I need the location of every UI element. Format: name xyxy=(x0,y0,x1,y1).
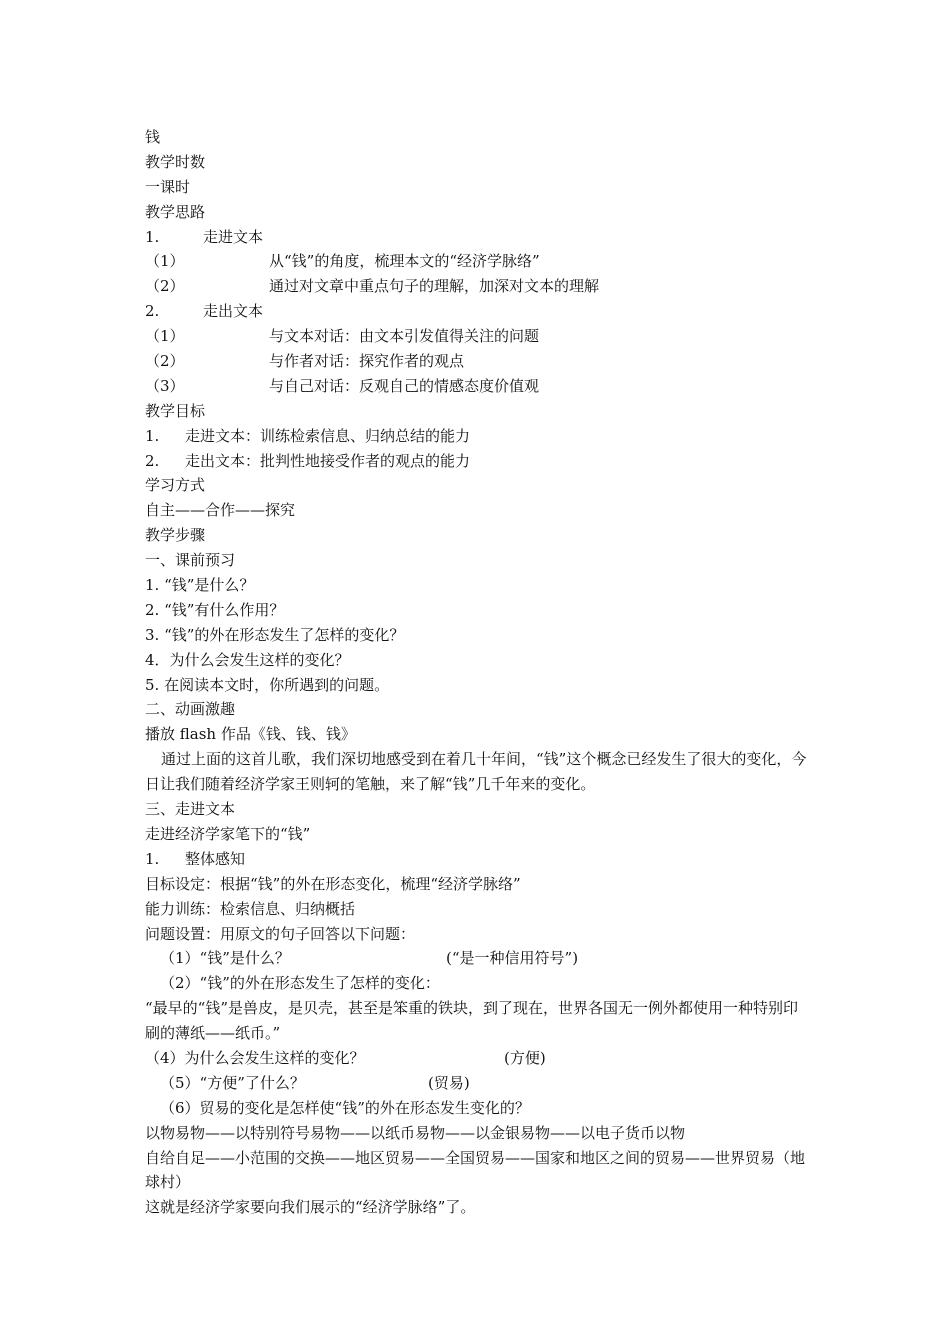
preview-question: 2. “钱”有什么作用？ xyxy=(145,600,285,619)
flash-play-line: 播放 flash 作品《钱、钱、钱》 xyxy=(145,725,356,744)
list-number: 2. xyxy=(145,302,160,321)
list-number: （1） xyxy=(145,252,185,271)
heading-teaching-goal: 教学目标 xyxy=(145,401,206,420)
goal-item-2 xyxy=(145,449,810,474)
idea-subitem xyxy=(145,249,810,274)
list-text: 走进文本：训练检索信息、归纳总结的能力 xyxy=(185,426,471,445)
preview-question: 1. “钱”是什么？ xyxy=(145,576,255,595)
goal-item-1 xyxy=(145,424,810,449)
heading-teaching-idea: 教学思路 xyxy=(145,202,206,221)
list-number: （2） xyxy=(145,277,185,296)
learning-method: 自主——合作——探究 xyxy=(145,501,296,520)
heading-teaching-hours: 教学时数 xyxy=(145,152,206,171)
list-number: （3） xyxy=(145,376,185,395)
question-1 xyxy=(145,946,810,971)
question-answer: (方便) xyxy=(504,1048,546,1067)
trade-chain: 自给自足——小范围的交换——地区贸易——全国贸易——国家和地区之间的贸易——世界贸易（地球村） xyxy=(145,1148,806,1192)
list-text: 与自己对话：反观自己的情感态度价值观 xyxy=(269,376,540,395)
idea-subitem xyxy=(145,324,810,349)
skill-training: 能力训练：检索信息、归纳概括 xyxy=(145,899,356,918)
question-text: （5）“方便”了什么？ xyxy=(160,1073,305,1092)
idea-item-2 xyxy=(145,299,810,324)
question-answer: (贸易) xyxy=(428,1073,470,1092)
list-text: 走进文本 xyxy=(203,227,264,246)
heading-teaching-steps: 教学步骤 xyxy=(145,526,206,545)
question-setting: 问题设置：用原文的句子回答以下问题： xyxy=(145,924,416,943)
list-text: 走出文本：批判性地接受作者的观点的能力 xyxy=(185,451,471,470)
preview-question: 4．为什么会发生这样的变化？ xyxy=(145,650,350,669)
list-number: 1. xyxy=(145,426,160,445)
question-answer: (“是一种信用符号”) xyxy=(446,949,579,968)
list-text: 与作者对话：探究作者的观点 xyxy=(269,352,465,371)
preview-question: 5. 在阅读本文时，你所遇到的问题。 xyxy=(145,675,390,694)
question-text: （4）为什么会发生这样的变化？ xyxy=(145,1048,365,1067)
quote-paragraph: “最早的“钱”是兽皮，是贝壳，甚至是笨重的铁块，到了现在，世界各国无一例外都使用一种特别印刷的薄纸——纸币。” xyxy=(145,999,799,1043)
doc-title: 钱 xyxy=(145,128,161,146)
section-heading-1: 一、课前预习 xyxy=(145,551,236,570)
list-text: 从“钱”的角度，梳理本文的“经济学脉络” xyxy=(269,252,540,271)
question-text: （1）“钱”是什么？ xyxy=(160,949,290,968)
step-item-1 xyxy=(145,847,810,872)
section-subtitle: 走进经济学家笔下的“钱” xyxy=(145,824,311,843)
document-body xyxy=(145,125,810,1220)
list-number: （1） xyxy=(145,327,185,346)
list-number: 1. xyxy=(145,849,160,868)
idea-subitem xyxy=(145,374,810,399)
section-heading-3: 三、走进文本 xyxy=(145,800,236,819)
list-number: （2） xyxy=(145,352,185,371)
question-6: （6）贸易的变化是怎样使“钱”的外在形态发生变化的？ xyxy=(160,1098,530,1117)
list-number: 2. xyxy=(145,451,160,470)
target-setting: 目标设定：根据“钱”的外在形态变化，梳理“经济学脉络” xyxy=(145,874,521,893)
intro-paragraph: 通过上面的这首儿歌，我们深切地感受到在着几十年间，“钱”这个概念已经发生了很大的变化，今日让我们随着经济学家王则轲的笔触，来了解“钱”几千年来的变化。 xyxy=(145,750,807,794)
list-number: 1. xyxy=(145,227,160,246)
question-4 xyxy=(145,1046,810,1071)
list-text: 通过对文章中重点句子的理解，加深对文本的理解 xyxy=(269,277,600,296)
question-5 xyxy=(145,1071,810,1096)
list-text: 与文本对话：由文本引发值得关注的问题 xyxy=(269,327,540,346)
closing-line: 这就是经济学家要向我们展示的“经济学脉络”了。 xyxy=(145,1198,476,1217)
preview-question: 3. “钱”的外在形态发生了怎样的变化？ xyxy=(145,625,405,644)
heading-learning-method: 学习方式 xyxy=(145,476,206,495)
idea-subitem xyxy=(145,274,810,299)
exchange-chain: 以物易物——以特别符号易物——以纸币易物——以金银易物——以电子货币以物 xyxy=(145,1123,686,1142)
list-text: 走出文本 xyxy=(203,302,264,321)
section-heading-2: 二、动画激趣 xyxy=(145,700,236,719)
question-2: （2）“钱”的外在形态发生了怎样的变化： xyxy=(160,974,440,993)
idea-subitem xyxy=(145,349,810,374)
list-text: 整体感知 xyxy=(185,849,246,868)
idea-item-1 xyxy=(145,225,810,250)
teaching-hours: 一课时 xyxy=(145,177,191,196)
